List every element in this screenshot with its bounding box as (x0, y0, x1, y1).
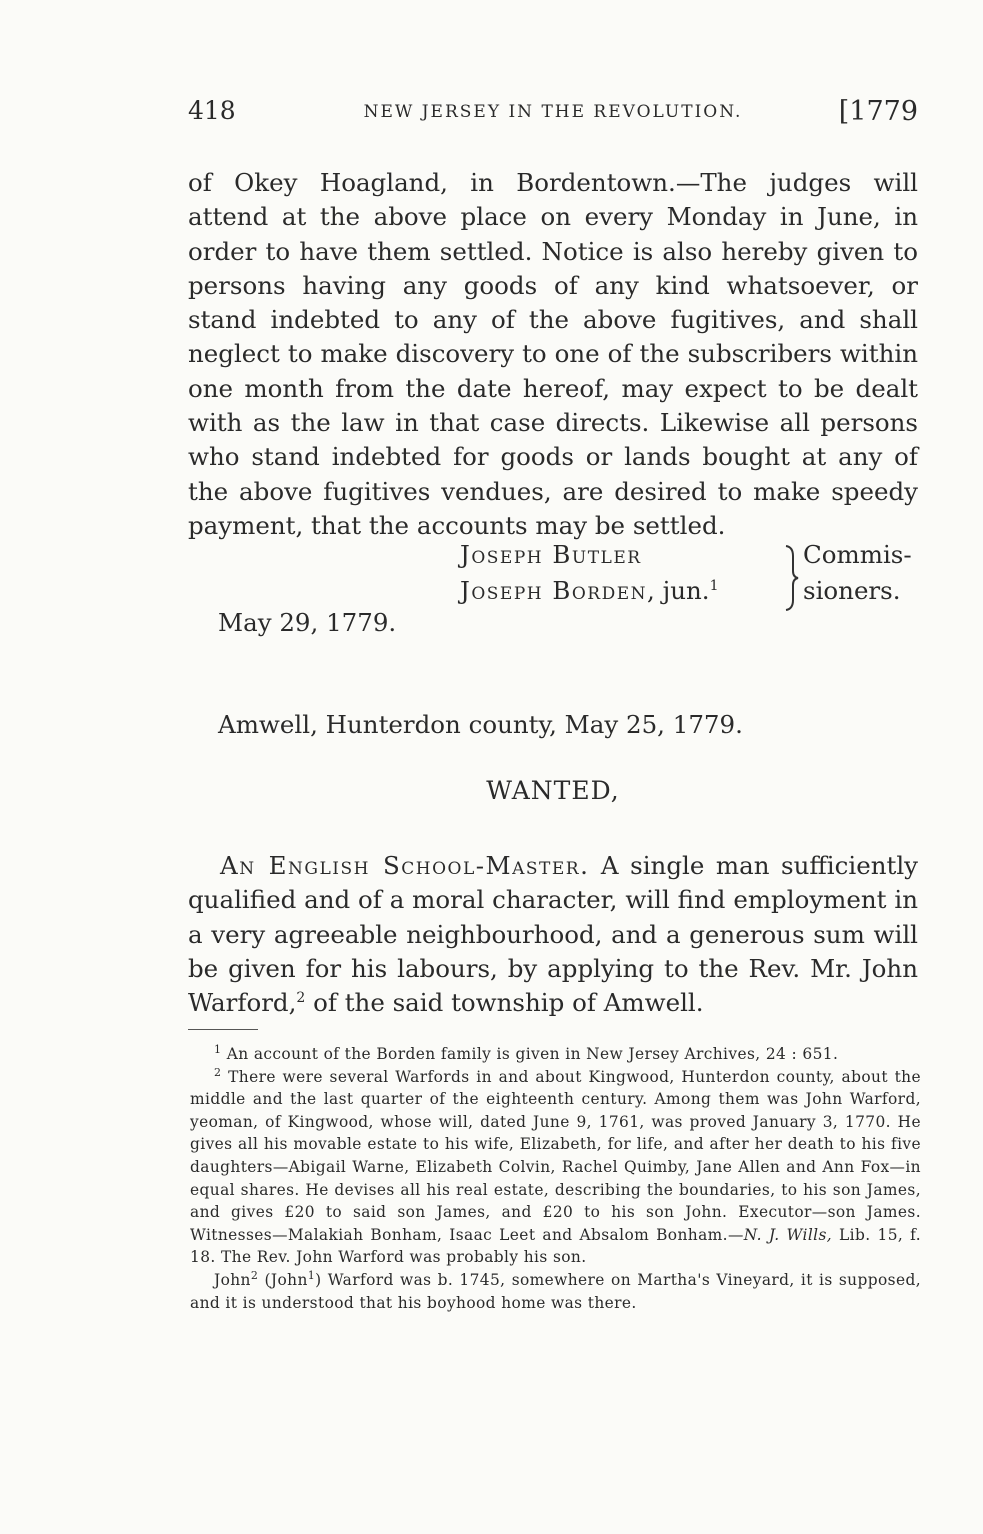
advert-dateline: Amwell, Hunterdon county, May 25, 1779. (218, 710, 743, 739)
signer-name: Joseph Borden (460, 576, 648, 605)
commissioners-label-1: Commis- (803, 540, 912, 569)
signer-borden (460, 576, 718, 605)
running-year: [1779 (838, 96, 918, 127)
footnote-mark: 1 (214, 1042, 222, 1056)
footnote-text: John (214, 1270, 251, 1289)
brace-icon (780, 544, 800, 612)
footnote-mark: 2 (214, 1065, 222, 1079)
footnote-ref: 2 (296, 990, 306, 1007)
commissioners-label-2: sioners. (803, 576, 901, 605)
footnote-ref: 1 (709, 577, 719, 594)
signer-suffix: , jun. (647, 576, 710, 605)
footnote-mark: 1 (307, 1268, 316, 1282)
advert-lead: An English School-Master. (220, 851, 590, 880)
advert-tail: of the said township of Amwell. (305, 988, 704, 1018)
advert-heading: WANTED, (486, 776, 620, 805)
notice-date: May 29, 1779. (218, 608, 397, 637)
footnote-2 (190, 1066, 921, 1269)
footnote-text: Lib. 15, f. 18. The Rev. John Warford was probably his son. (190, 1225, 921, 1267)
footnote-1 (190, 1043, 921, 1066)
advert-paragraph (188, 849, 918, 1020)
advert-text: A single man sufficiently qualified and of a moral character, will find employment in a very agreeable neighbourhood, and a generous sum will be given for his labours, by applying to the Rev. Mr. John Warford, (188, 851, 918, 1018)
running-head (188, 96, 918, 132)
page-number: 418 (188, 96, 236, 125)
signer-butler (460, 540, 642, 569)
notice-paragraph: of Okey Hoagland, in Bordentown.—The judges will attend at the above place on every Monday in June, in order to have them settled. Notice is also hereby given to persons having any goods of any kind whatsoever, or stand indebted to any of the above fugitives, and shall neglect to make discovery to one of the subscribers within one month from the date hereof, may expect to be dealt with as the law in that case directs. Likewise all persons who stand indebted for goods or lands bought at any of the above fugitives vendues, are desired to make speedy payment, that the accounts may be settled. (188, 168, 918, 540)
footnote-divider (188, 1029, 258, 1030)
footnote-citation: N. J. Wills, (743, 1225, 833, 1244)
running-title: NEW JERSEY IN THE REVOLUTION. (363, 102, 743, 122)
signer-name: Joseph Butler (460, 540, 642, 569)
footnote-mark: 2 (250, 1268, 259, 1282)
footnote-3 (190, 1269, 921, 1314)
footnote-text: An account of the Borden family is given in New Jersey Archives, 24 : 651. (221, 1045, 839, 1063)
footnote-text: There were several Warfords in and about Kingwood, Hunterdon county, about the middle and the last quarter of the eighteenth century. Among them was John Warford, yeoman, of Kingwood, whose will, dated June 9, 1761, was proved January 3, 1770. He gives all his movable estate to his wife, Elizabeth, for life, and after her death to his five daughters—Abigail Warne, Elizabeth Colvin, Rachel Quimby, Jane Allen and Ann Fox—in equal shares. He devises all his real estate, describing the boundaries, to his son James, and gives £20 to said son James, and £20 to his son John. Executor—son James. Witnesses—Malakiah Bonham, Isaac Leet and Absalom Bonham.— (190, 1067, 921, 1244)
footnote-text: ) Warford was b. 1745, somewhere on Martha's Vineyard, it is supposed, and it is understood that his boyhood home was there. (190, 1270, 921, 1312)
footnotes (190, 1043, 921, 1314)
footnote-text: (John (258, 1270, 308, 1289)
